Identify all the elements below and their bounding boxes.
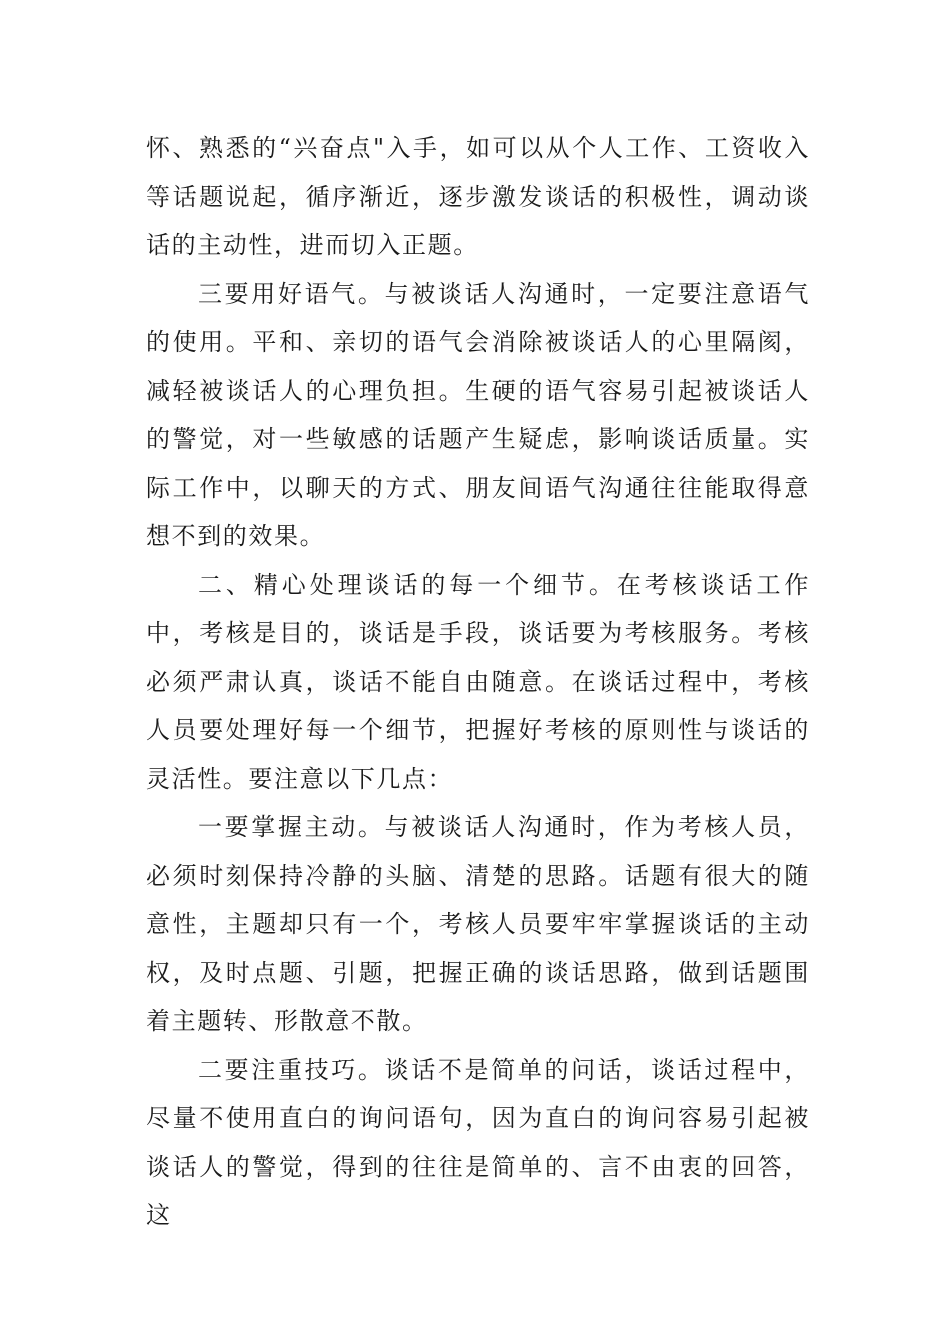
paragraph-initiative: 一要掌握主动。与被谈话人沟通时，作为考核人员，必须时刻保持冷静的头脑、清楚的思路。话题有很大的随意性，主题却只有一个，考核人员要牢牢掌握谈话的主动权，及时点题、引题，把握正确的谈话思路，做到话题围着主题转、形散意不散。 [146,813,810,1035]
paragraph-tone: 三要用好语气。与被谈话人沟通时，一定要注意语气的使用。平和、亲切的语气会消除被谈话人的心里隔阂，减轻被谈话人的心理负担。生硬的语气容易引起被谈话人的警觉，对一些敏感的话题产生疑虑，影响谈话质量。实际工作中，以聊天的方式、朋友间语气沟通往往能取得意想不到的效果。 [146,279,810,550]
paragraph-technique: 二要注重技巧。谈话不是简单的问话，谈话过程中，尽量不使用直白的询问语句，因为直白的询问容易引起被谈话人的警觉，得到的往往是简单的、言不由衷的回答，这 [146,1055,810,1229]
paragraph-details: 二、精心处理谈话的每一个细节。在考核谈话工作中，考核是目的，谈话是手段，谈话要为考核服务。考核必须严肃认真，谈话不能自由随意。在谈话过程中，考核人员要处理好每一个细节，把握好考核的原则性与谈话的灵活性。要注意以下几点： [146,570,810,793]
body-text [146,124,810,1240]
paragraph-continuation: 怀、熟悉的“兴奋点"入手，如可以从个人工作、工资收入等话题说起，循序渐近，逐步激发谈话的积极性，调动谈话的主动性，进而切入正题。 [146,134,810,259]
